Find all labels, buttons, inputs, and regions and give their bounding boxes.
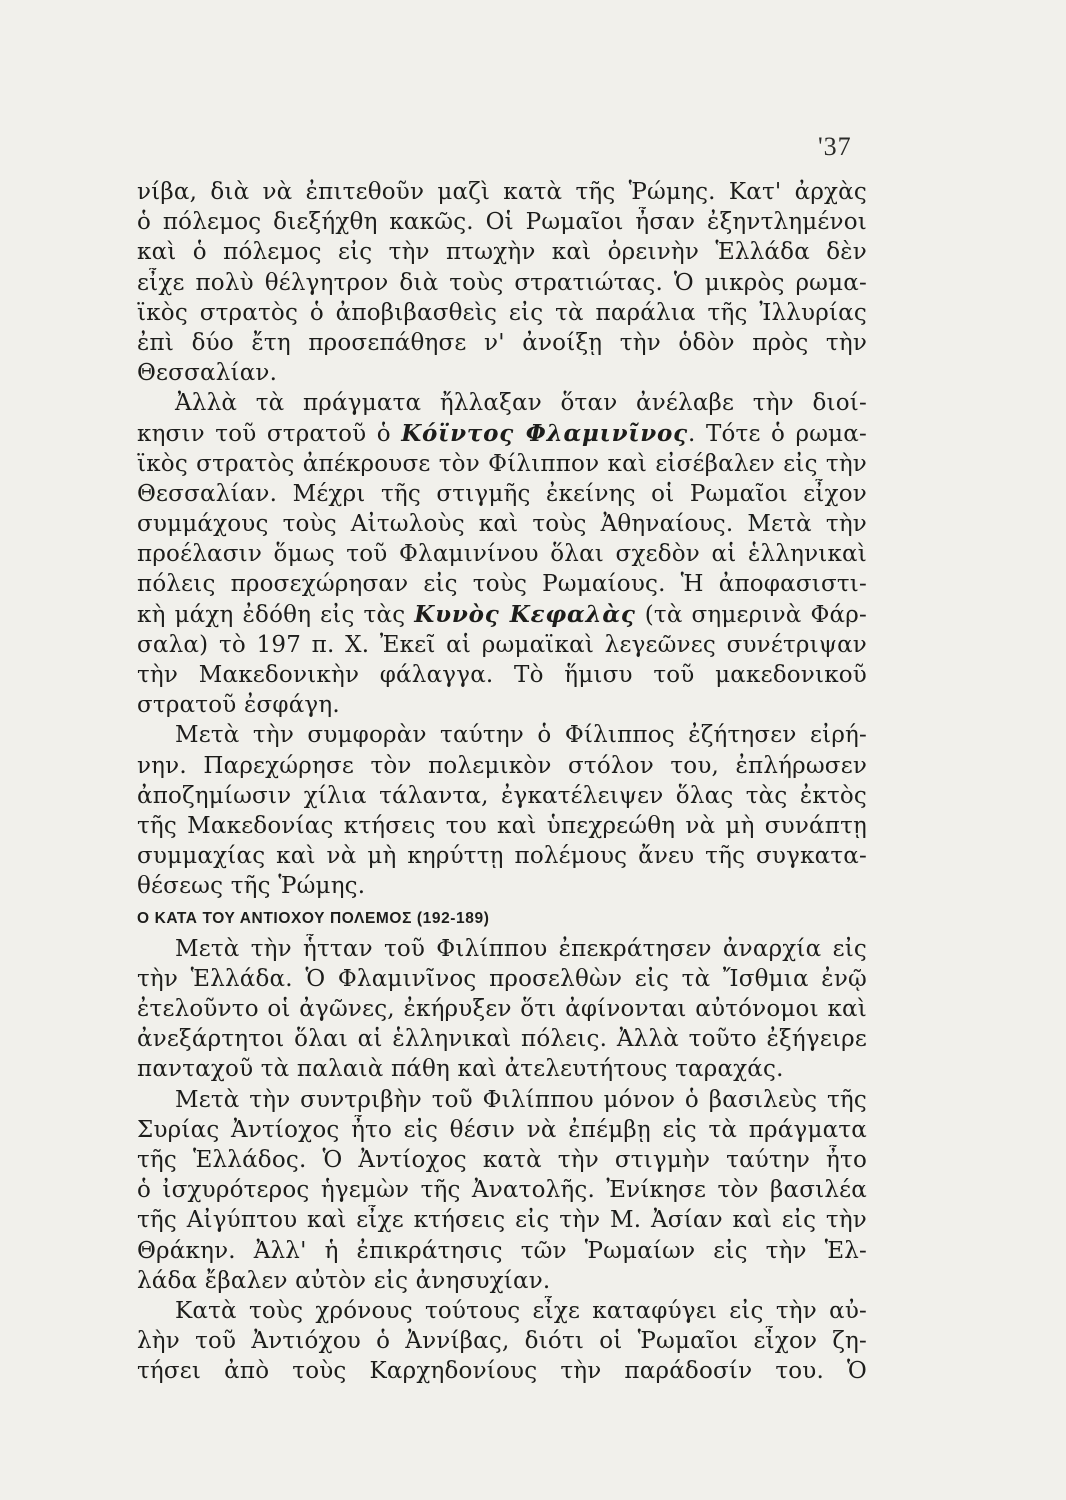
text-line: Θεσσαλίαν. Μέχρι τῆς στιγμῆς ἐκείνης οἱ Ρωμαῖοι εἶχον [137,480,867,507]
text-line: συμμάχους τοὺς Αἰτωλοὺς καὶ τοὺς Ἀθηναίους. Μετὰ τὴν [137,511,867,538]
text-line: τήσει ἀπὸ τοὺς Καρχηδονίους τὴν παράδοσίν του. Ὁ [137,1358,867,1385]
text-line: Συρίας Ἀντίοχος ἦτο εἰς θέσιν νὰ ἐπέμβῃ εἰς τὰ πράγματα [137,1116,867,1143]
text-line: λὴν τοῦ Ἀντιόχου ὁ Ἀννίβας, διότι οἱ Ῥωμαῖοι εἶχον ζη- [137,1328,867,1355]
text-line: συμμαχίας καὶ νὰ μὴ κηρύττῃ πολέμους ἄνευ τῆς συγκατα- [137,843,867,870]
text-line: στρατοῦ ἐσφάγη. [137,692,340,719]
text-line: καὶ ὁ πόλεμος εἰς τὴν πτωχὴν καὶ ὀρεινὴν Ἑλλάδα δὲν [137,239,867,266]
text-fragment: . Τότε ὁ ρωμα- [688,420,867,447]
text-line: προέλασιν ὅμως τοῦ Φλαμινίνου ὅλαι σχεδὸν αἱ ἑλληνικαὶ [137,541,867,568]
text-line: Ἀλλὰ τὰ πράγματα ἤλλαξαν ὅταν ἀνέλαβε τὴν διοί- [175,390,867,417]
text-line: νην. Παρεχώρησε τὸν πολεμικὸν στόλον του, ἐπλήρωσεν [137,752,867,779]
text-line: πόλεις προσεχώρησαν εἰς τοὺς Ρωμαίους. Ἡ ἀποφασιστι- [137,571,867,598]
text-line: τὴν Ἑλλάδα. Ὁ Φλαμινῖνος προσελθὼν εἰς τὰ Ἴσθμια ἐνῷ [137,965,867,992]
text-line: Μετὰ τὴν συμφορὰν ταύτην ὁ Φίλιππος ἐζήτησεν εἰρή- [175,722,867,749]
emphasized-name: Κόϊντος Φλαμινῖνος [401,419,688,447]
text-fragment: κὴ μάχη ἐδόθη εἰς τὰς [137,601,415,628]
text-line: θέσεως τῆς Ῥώμης. [137,873,366,900]
text-line: Θράκην. Ἀλλ' ἡ ἐπικράτησις τῶν Ῥωμαίων εἰς τὴν Ἑλ- [137,1237,867,1264]
text-line: Μετὰ τὴν συντριβὴν τοῦ Φιλίππου μόνον ὁ βασιλεὺς τῆς [175,1086,867,1113]
text-line: Κατὰ τοὺς χρόνους τούτους εἶχε καταφύγει εἰς τὴν αὐ- [175,1297,867,1324]
text-line: σαλα) τὸ 197 π. Χ. Ἐκεῖ αἱ ρωμαϊκαὶ λεγεῶνες συνέτριψαν [137,631,867,658]
text-line: ἐτελοῦντο οἱ ἀγῶνες, ἐκήρυξεν ὅτι ἀφίνονται αὐτόνομοι καὶ [137,996,867,1023]
text-line: τῆς Αἰγύπτου καὶ εἶχε κτήσεις εἰς τὴν Μ. Ἀσίαν καὶ εἰς τὴν [137,1207,867,1234]
section-heading: Ο ΚΑΤΑ ΤΟΥ ΑΝΤΙΟΧΟΥ ΠΟΛΕΜΟΣ (192-189) [137,909,490,927]
page-number: '37 [818,132,852,161]
text-line: ἐπὶ δύο ἔτη προσεπάθησε ν' ἀνοίξῃ τὴν ὁδὸν πρὸς τὴν [137,329,867,356]
body-text [137,177,867,1387]
text-line: ἀνεξάρτητοι ὅλαι αἱ ἑλληνικαὶ πόλεις. Ἀλλὰ τοῦτο ἐξήγειρε [137,1026,867,1053]
text-line: τὴν Μακεδονικὴν φάλαγγα. Τὸ ἥμισυ τοῦ μακεδονικοῦ [137,662,867,688]
emphasized-name: Κυνὸς Κεφαλὰς [414,600,636,628]
text-line: Μετὰ τὴν ἧτταν τοῦ Φιλίππου ἐπεκράτησεν ἀναρχία εἰς [175,935,867,962]
text-line [137,600,867,630]
text-line: πανταχοῦ τὰ παλαιὰ πάθη καὶ ἀτελευτήτους ταραχάς. [137,1056,784,1083]
text-line: λάδα ἔβαλεν αὐτὸν εἰς ἀνησυχίαν. [137,1267,551,1294]
text-line: ἀποζημίωσιν χίλια τάλαντα, ἐγκατέλειψεν ὅλας τὰς ἐκτὸς [137,782,867,809]
text-fragment: κησιν τοῦ στρατοῦ ὁ [137,420,402,447]
text-line: ὁ πόλεμος διεξήχθη κακῶς. Οἱ Ρωμαῖοι ἦσαν ἐξηντλημένοι [137,209,867,236]
text-line [137,419,867,449]
text-line: τῆς Μακεδονίας κτήσεις του καὶ ὑπεχρεώθη νὰ μὴ συνάπτῃ [137,812,867,839]
text-line: εἶχε πολὺ θέλγητρον διὰ τοὺς στρατιώτας. Ὁ μικρὸς ρωμα- [137,269,867,296]
text-line: τῆς Ἑλλάδος. Ὁ Ἀντίοχος κατὰ τὴν στιγμὴν ταύτην ἦτο [137,1147,867,1173]
text-fragment: (τὰ σημερινὰ Φάρ- [635,601,867,628]
text-line: Θεσσαλίαν. [137,360,278,387]
text-line: ϊκὸς στρατὸς ὁ ἀποβιβασθεὶς εἰς τὰ παράλια τῆς Ἰλλυρίας [137,299,867,326]
text-line: νίβα, διὰ νὰ ἐπιτεθοῦν μαζὶ κατὰ τῆς Ῥώμης. Κατ' ἀρχὰς [137,179,867,205]
text-line: ὁ ἰσχυρότερος ἡγεμὼν τῆς Ἀνατολῆς. Ἐνίκησε τὸν βασιλέα [137,1177,867,1204]
text-line: ϊκὸς στρατὸς ἀπέκρουσε τὸν Φίλιππον καὶ εἰσέβαλεν εἰς τὴν [137,450,867,477]
